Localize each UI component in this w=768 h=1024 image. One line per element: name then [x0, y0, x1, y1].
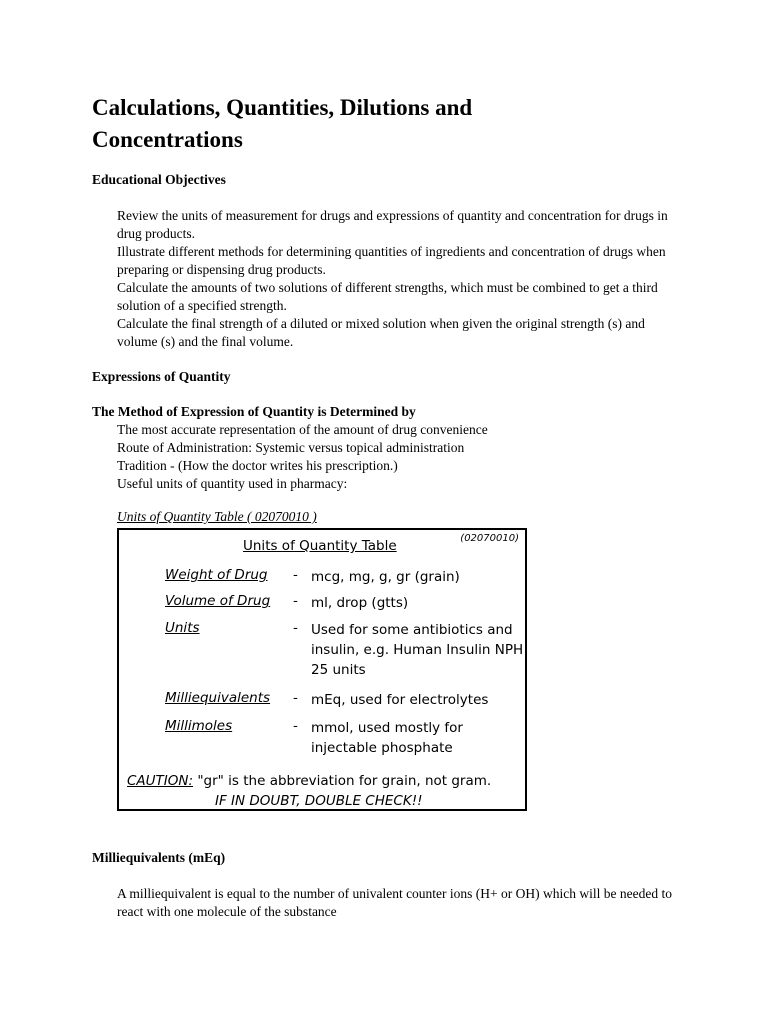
row-dash: -	[293, 620, 298, 636]
objectives-list	[117, 207, 687, 351]
method-item: Route of Administration: Systemic versus topical administration	[117, 440, 465, 455]
table-caption: Units of Quantity Table ( 02070010 )	[117, 509, 317, 524]
row-dash: -	[293, 593, 298, 609]
row-label: Millimoles	[165, 718, 233, 734]
meq-paragraph	[117, 885, 687, 921]
row-dash: -	[293, 690, 298, 706]
caution-text: "gr" is the abbreviation for grain, not gram.	[197, 773, 492, 789]
row-desc: mEq, used for electrolytes	[311, 692, 489, 708]
method-item: Useful units of quantity used in pharmacy:	[117, 476, 348, 491]
row-desc: mcg, mg, g, gr (grain)	[311, 569, 460, 585]
row-dash: -	[293, 718, 298, 734]
row-label: Weight of Drug	[165, 567, 268, 583]
row-label: Milliequivalents	[165, 690, 271, 706]
row-dash: -	[293, 567, 298, 583]
row-label: Units	[165, 620, 200, 636]
caution-label: CAUTION:	[127, 773, 194, 789]
meq-text: A milliequivalent is equal to the number of univalent counter ions (H+ or OH) which will be needed to react with one molecule of the substance	[117, 886, 672, 919]
figure-title: Units of Quantity Table	[243, 538, 397, 554]
method-item: Tradition - (How the doctor writes his prescription.)	[117, 458, 398, 473]
row-desc: mmol, used mostly for injectable phosphate	[311, 720, 463, 756]
meq-heading: Milliequivalents (mEq)	[92, 850, 226, 865]
objective-item: Calculate the final strength of a diluted or mixed solution when given the original strength (s) and volume (s) and the final volume.	[117, 316, 645, 349]
page-title: Calculations, Quantities, Dilutions and Concentrations	[92, 95, 473, 152]
objective-item: Calculate the amounts of two solutions of different strengths, which must be combined to get a third solution of a specified strength.	[117, 280, 658, 313]
units-of-quantity-figure	[117, 528, 527, 811]
method-list	[117, 421, 687, 493]
caution-note	[127, 773, 527, 789]
row-desc: ml, drop (gtts)	[311, 595, 409, 611]
objective-item: Illustrate different methods for determining quantities of ingredients and concentration of drugs when preparing or dispensing drug products.	[117, 244, 666, 277]
method-item: The most accurate representation of the amount of drug convenience	[117, 422, 488, 437]
expressions-heading: Expressions of Quantity	[92, 369, 231, 384]
objective-item: Review the units of measurement for drugs and expressions of quantity and concentration for drugs in drug products.	[117, 208, 668, 241]
row-desc: Used for some antibiotics and insulin, e.g. Human Insulin NPH 25 units	[311, 622, 524, 678]
double-check-note: IF IN DOUBT, DOUBLE CHECK!!	[215, 793, 423, 809]
objectives-heading: Educational Objectives	[92, 172, 226, 187]
method-heading: The Method of Expression of Quantity is Determined by	[92, 404, 416, 419]
figure-code: (02070010)	[460, 533, 519, 544]
row-label: Volume of Drug	[165, 593, 271, 609]
